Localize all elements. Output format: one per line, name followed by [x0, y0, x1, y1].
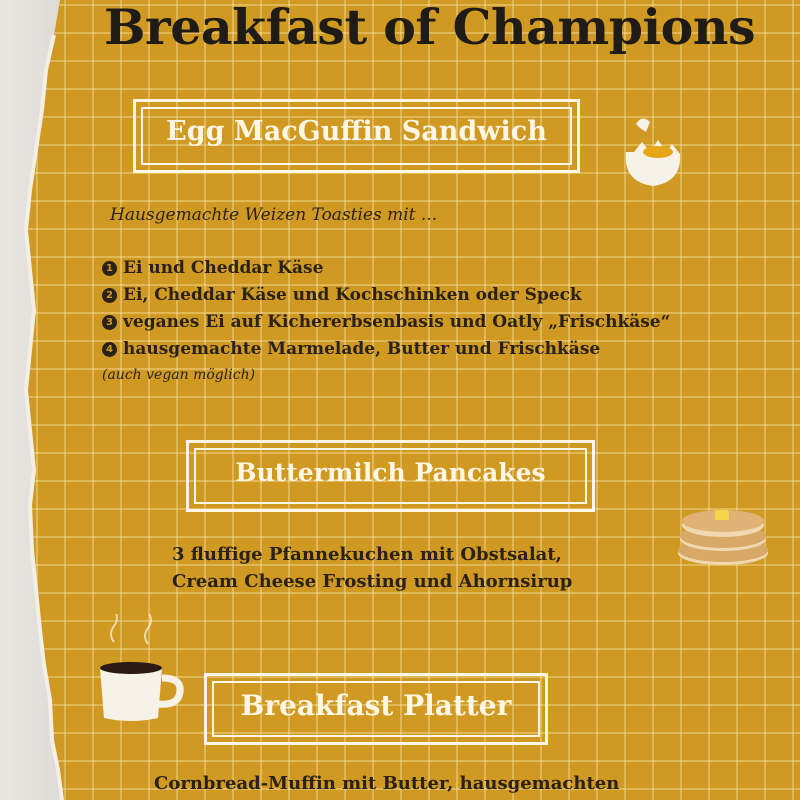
- list-item: [102, 309, 670, 336]
- section-description-pancakes: [172, 541, 572, 595]
- section-heading-frame-platter: [204, 673, 548, 745]
- option-text: Ei und Cheddar Käse: [123, 258, 324, 278]
- section-heading-egg: Egg MacGuffin Sandwich: [166, 116, 547, 147]
- cracked-egg-icon: [608, 112, 698, 192]
- option-number: 4: [102, 342, 117, 357]
- option-text: veganes Ei auf Kichererbsenbasis und Oatly „Frischkäse“: [123, 312, 671, 332]
- sandwich-options-list: [102, 255, 670, 363]
- option-number: 2: [102, 288, 117, 303]
- section-heading-frame-pancakes: [186, 440, 595, 512]
- section-heading-frame-egg: [133, 99, 580, 173]
- pancake-stack-icon: [673, 495, 773, 570]
- list-item: [102, 282, 670, 309]
- list-item: [102, 336, 670, 363]
- section-description-platter: [154, 770, 619, 797]
- option-number: 1: [102, 261, 117, 276]
- section-heading-platter: Breakfast Platter: [240, 689, 512, 722]
- description-line: 3 fluffige Pfannekuchen mit Obstsalat,: [172, 544, 562, 565]
- option-text: hausgemachte Marmelade, Butter und Frischkäse: [123, 339, 601, 359]
- list-item: [102, 255, 670, 282]
- description-line: Cornbread-Muffin mit Butter, hausgemachten: [154, 773, 620, 794]
- option-number: 3: [102, 315, 117, 330]
- description-line: Cream Cheese Frosting und Ahornsirup: [172, 571, 573, 592]
- coffee-cup-icon: [96, 614, 186, 724]
- section-heading-pancakes: Buttermilch Pancakes: [235, 458, 546, 487]
- option-text: Ei, Cheddar Käse und Kochschinken oder Speck: [123, 285, 582, 305]
- vegan-note: (auch vegan möglich): [102, 367, 256, 383]
- menu-title: Breakfast of Champions: [104, 0, 756, 56]
- section-intro-egg: Hausgemachte Weizen Toasties mit ...: [110, 205, 438, 225]
